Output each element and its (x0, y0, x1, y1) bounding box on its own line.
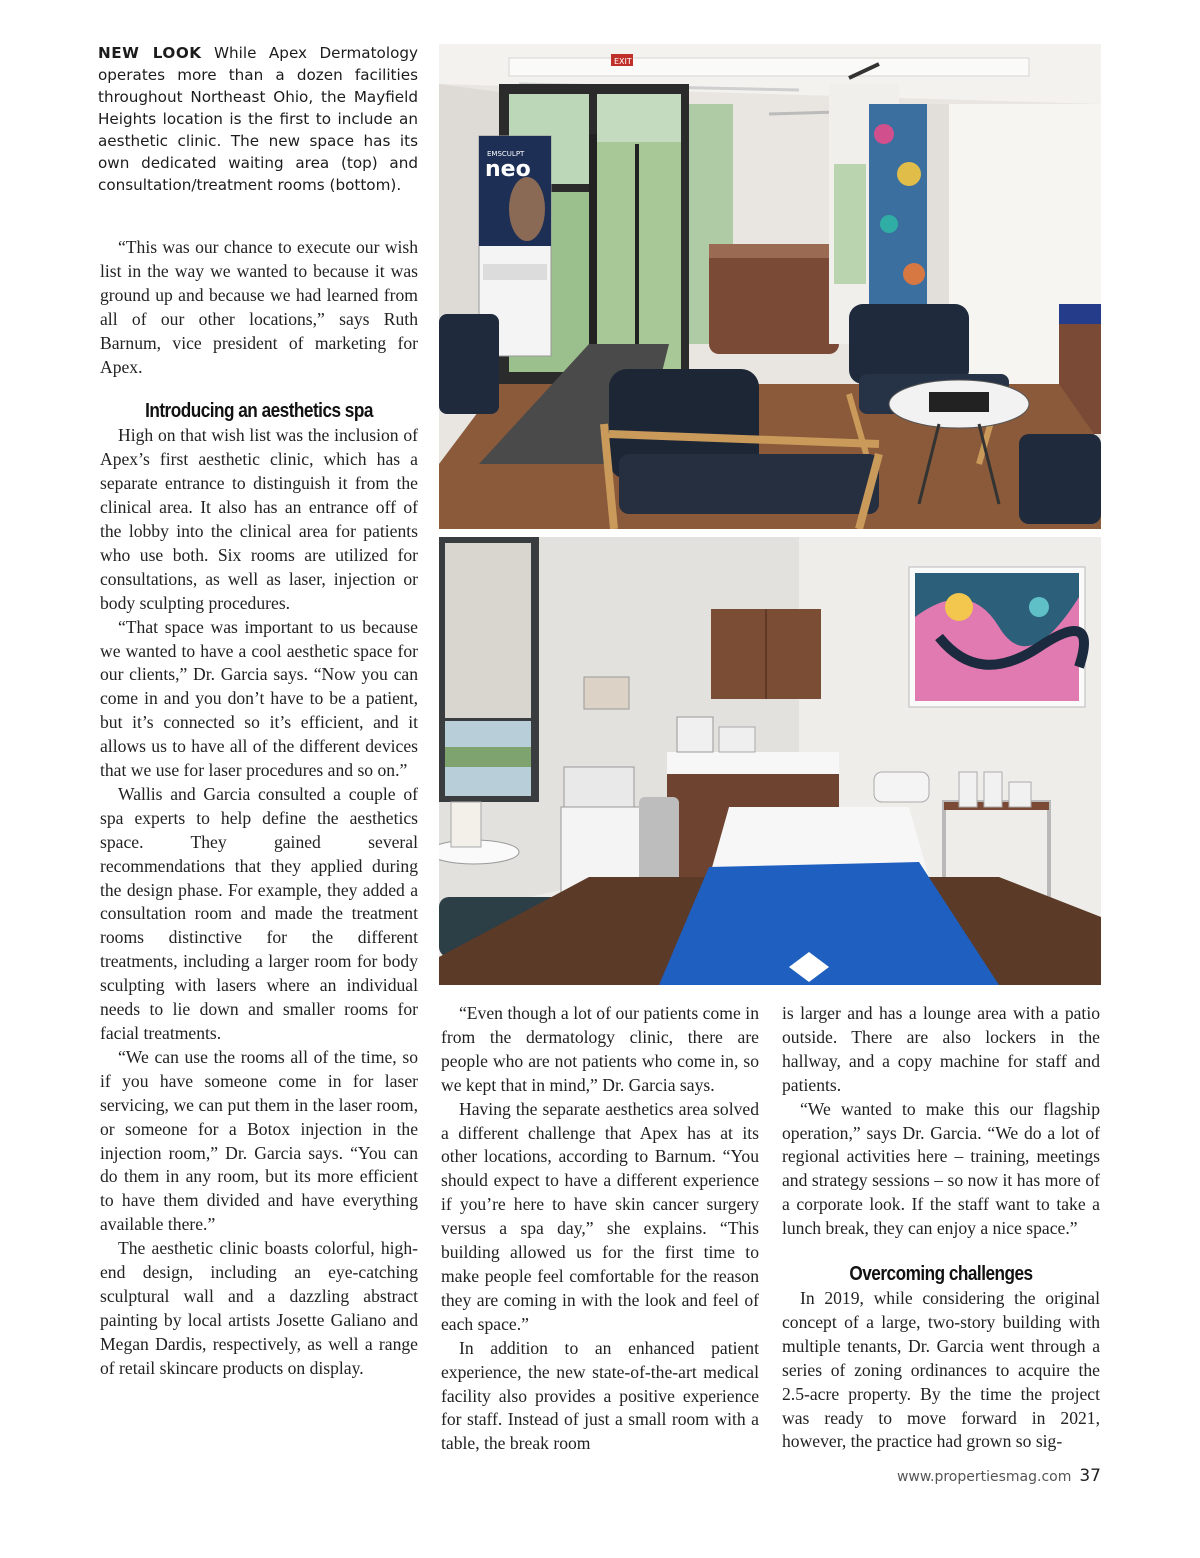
col2-paragraph-2: Having the separate aesthetics area solved a different challenge that Apex has at its other locations, according to Barnum. “You should expect to have a different experience if you’re here to have skin cancer surgery versus a spa day,” she explains. “This building allowed us for the first time to make people feel comfortable for the reason they are coming in with the look and feel of each space.” (441, 1098, 759, 1334)
col1-paragraph-5: “We can use the rooms all of the time, so if you have someone come in for laser servicing, we can put them in the laser room, or someone for a Botox injection in the injection room,” Dr. Garcia says. “You can do them in any room, but its more efficient to have them divided and have everything available there.” (100, 1046, 418, 1235)
page-number: 37 (1079, 1466, 1101, 1486)
section-heading-aesthetics: Introducing an aesthetics spa (145, 400, 373, 423)
col3-paragraph-2: “We wanted to make this our flagship operation,” says Dr. Garcia. “We do a lot of regional activities here – training, meetings and strategy sessions – so now it has more of a corporate look. If the staff want to take a lunch break, they can enjoy a nice space.” (782, 1098, 1100, 1239)
article-column-2 (441, 1002, 759, 1456)
caption-text: While Apex Dermatology operates more than a dozen facilities throughout Northeast Ohio, the Mayfield Heights location is the first to include an aesthetic clinic. The new space has its own dedicated waiting area (top) and consultation/treatment rooms (bottom). (98, 44, 418, 194)
col2-paragraph-1: “Even though a lot of our patients come in from the dermatology clinic, there are people who are not patients who come in, so we kept that in mind,” Dr. Garcia says. (441, 1003, 759, 1095)
photo-caption (98, 42, 418, 196)
treatment-room-photo (439, 537, 1101, 985)
col3-paragraph-1: is larger and has a lounge area with a patio outside. There are also lockers in the hallway, and a copy machine for staff and patients. (782, 1003, 1100, 1095)
col1-paragraph-1: “This was our chance to execute our wish list in the way we wanted to because it was ground up and because we had learned from all of our other locations,” says Ruth Barnum, vice president of marketing for Apex. (100, 237, 418, 377)
col1-paragraph-6: The aesthetic clinic boasts colorful, high-end design, including an eye-catching sculptural wall and a dazzling abstract painting by local artists Josette Galiano and Megan Dardis, respectively, as well a range of retail skincare products on display. (100, 1238, 418, 1378)
col1-paragraph-3: “That space was important to us because we wanted to have a cool aesthetic space for our clients,” Dr. Garcia says. “Now you can come in and you don’t have to be a patient, but it’s connected so it’s efficient, and it allows us to have all of the different devices that we use for laser procedures and so on.” (100, 616, 418, 781)
banner-small-text: EMSCULPT (487, 150, 525, 158)
section-heading-challenges: Overcoming challenges (849, 1263, 1033, 1286)
col1-paragraph-4: Wallis and Garcia consulted a couple of spa experts to help define the aesthetics space. They gained several recommendations that they applied during the design phase. For example, they added a consultation room and made the treatment rooms distinctive for the different treatments, including a larger room for body sculpting with lasers where an individual needs to lie down and smaller rooms for facial treatments. (100, 783, 418, 1043)
caption-lead: NEW LOOK (98, 44, 202, 62)
col3-paragraph-3: In 2019, while considering the original concept of a large, two-story building with multiple tenants, Dr. Garcia went through a series of zoning ordinances to acquire the 2.5-acre property. By the time the project was ready to move forward in 2021, however, the practice had grown so sig- (782, 1287, 1100, 1452)
waiting-area-photo (439, 44, 1101, 529)
footer-url[interactable]: www.propertiesmag.com (896, 1469, 1072, 1485)
page-footer (897, 1466, 1101, 1486)
col2-paragraph-3: In addition to an enhanced patient experience, the new state-of-the-art medical facility also provides a positive experience for staff. Instead of just a small room with a table, the break room (441, 1337, 759, 1454)
article-column-1 (100, 236, 418, 1381)
exit-sign-label: EXIT (614, 57, 632, 66)
col1-paragraph-2: High on that wish list was the inclusion of Apex’s first aesthetic clinic, which has a separate entrance to distinguish it from the clinical area. It also has an entrance off of the lobby into the clinical area for patients who use both. Six rooms are utilized for consultations, as well as laser, injection or body sculpting procedures. (100, 425, 418, 613)
article-column-3 (782, 1002, 1100, 1454)
banner-text: neo (485, 157, 531, 182)
